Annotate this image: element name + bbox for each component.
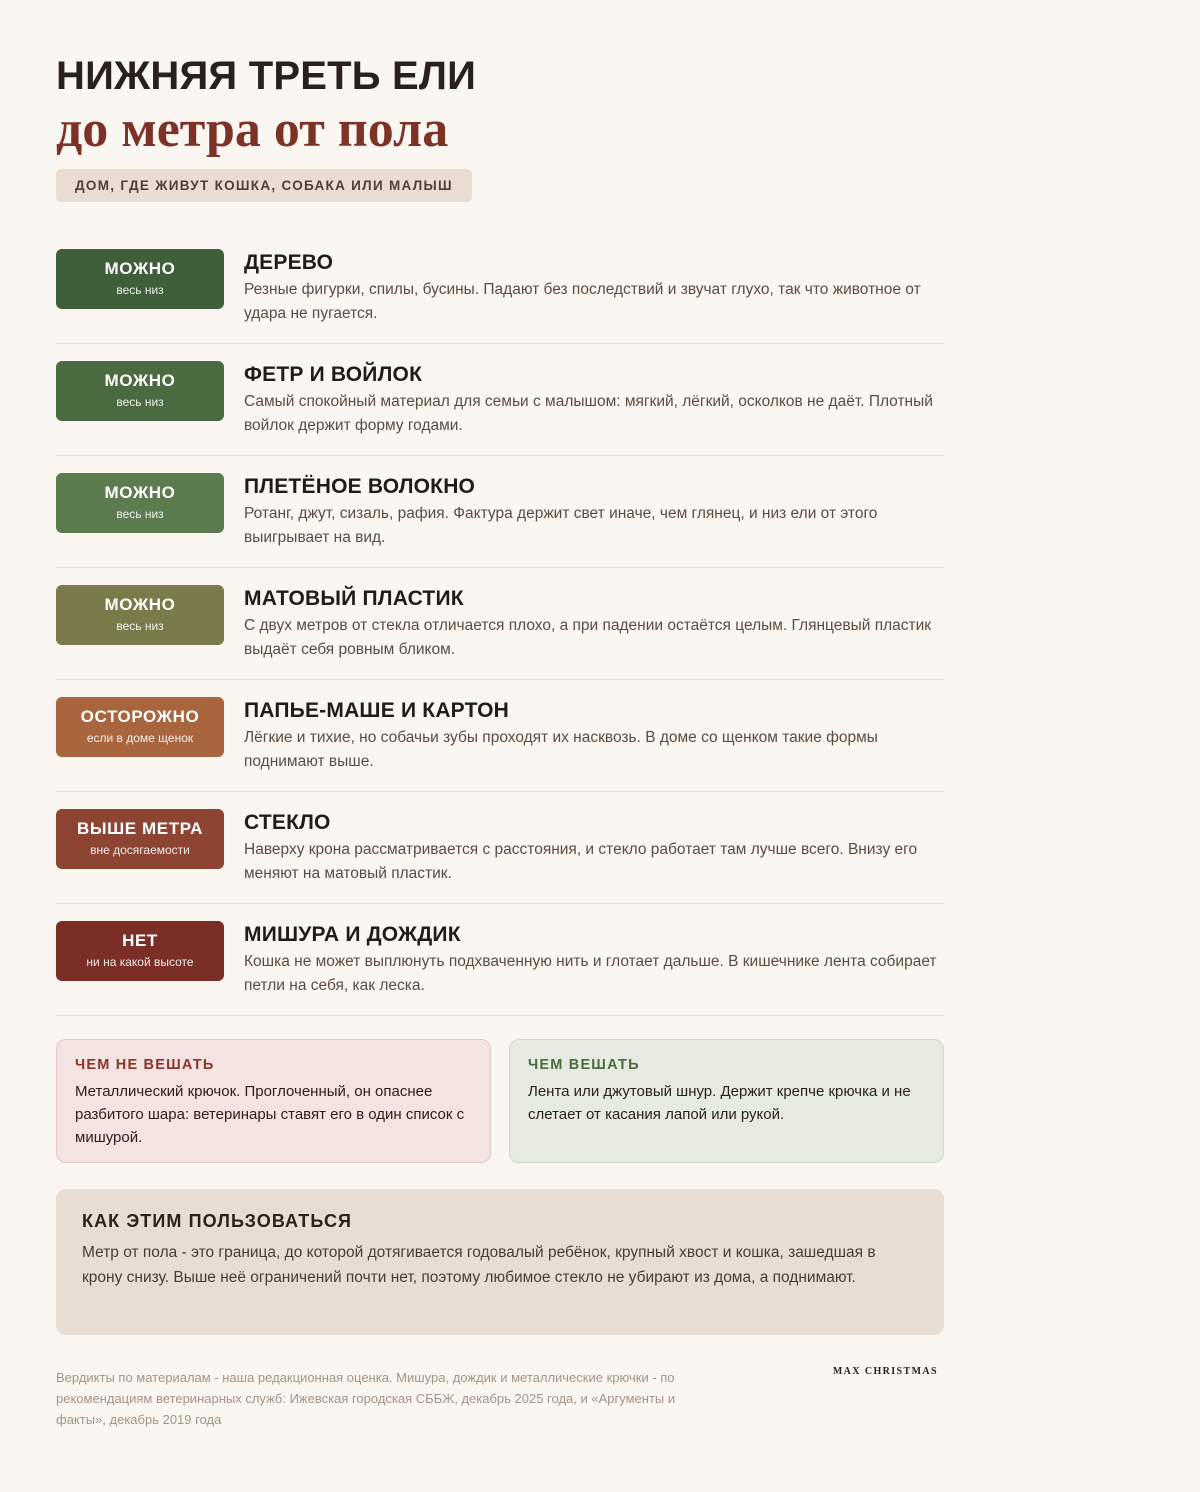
dont-hang-text: Металлический крючок. Проглоченный, он опаснее разбитого шара: ветеринары ставят его в один список с мишурой. bbox=[75, 1083, 465, 1146]
dont-hang-title: ЧЕМ НЕ ВЕШАТЬ bbox=[75, 1057, 215, 1073]
verdict-badge bbox=[56, 809, 224, 869]
verdict-label: ВЫШЕ МЕТРА bbox=[76, 819, 204, 838]
material-row bbox=[56, 568, 944, 680]
howto-text: Метр от пола - это граница, до которой дотягивается годовалый ребёнок, крупный хвост и кошка, зашедшая в крону снизу. Выше неё ограничений почти нет, поэтому любимое стекло не убирают из дома, а поднимают. bbox=[82, 1244, 876, 1286]
material-row bbox=[56, 344, 944, 456]
material-description: Лёгкие и тихие, но собачьи зубы проходят их насквозь. В доме со щенком такие формы поднимают выше. bbox=[244, 729, 878, 770]
material-description: Ротанг, джут, сизаль, рафия. Фактура держит свет иначе, чем глянец, и низ ели от этого выигрывает на вид. bbox=[244, 505, 878, 546]
material-row bbox=[56, 904, 944, 1016]
material-title: ПЛЕТЁНОЕ ВОЛОКНО bbox=[244, 475, 476, 498]
verdict-label: МОЖНО bbox=[104, 595, 176, 614]
verdict-badge bbox=[56, 473, 224, 533]
verdict-badge bbox=[56, 921, 224, 981]
material-title: ПАПЬЕ-МАШЕ И КАРТОН bbox=[244, 699, 510, 722]
material-title: ФЕТР И ВОЙЛОК bbox=[244, 363, 423, 386]
verdict-badge bbox=[56, 249, 224, 309]
do-hang-title: ЧЕМ ВЕШАТЬ bbox=[528, 1057, 640, 1073]
howto-panel bbox=[56, 1189, 944, 1335]
verdict-label: МОЖНО bbox=[104, 259, 176, 278]
verdict-badge bbox=[56, 697, 224, 757]
verdict-note: если в доме щенок bbox=[86, 731, 194, 745]
do-hang-text: Лента или джутовый шнур. Держит крепче крючка и не слетает от касания лапой или рукой. bbox=[528, 1083, 911, 1123]
audience-tag: ДОМ, ГДЕ ЖИВУТ КОШКА, СОБАКА ИЛИ МАЛЫШ bbox=[56, 169, 472, 202]
sources-footnote: Вердикты по материалам - наша редакционная оценка. Мишура, дождик и металлические крючки - по рекомендациям ветеринарных служб: Ижевская городская СББЖ, декабрь 2025 года, и «Аргументы и факты», декабрь 2019 года bbox=[56, 1370, 676, 1427]
dont-hang-box bbox=[56, 1039, 491, 1163]
do-hang-box bbox=[509, 1039, 944, 1163]
material-row bbox=[56, 792, 944, 904]
howto-title: КАК ЭТИМ ПОЛЬЗОВАТЬСЯ bbox=[82, 1211, 353, 1231]
verdict-note: весь низ bbox=[116, 507, 164, 521]
material-title: МИШУРА И ДОЖДИК bbox=[244, 923, 461, 946]
material-row bbox=[56, 680, 944, 792]
brand-logo: MAX CHRISTMAS bbox=[832, 1366, 938, 1377]
material-title: ДЕРЕВО bbox=[244, 251, 334, 274]
verdict-badge bbox=[56, 585, 224, 645]
verdict-note: ни на какой высоте bbox=[86, 955, 194, 969]
verdict-badge bbox=[56, 361, 224, 421]
material-description: Кошка не может выплюнуть подхваченную нить и глотает дальше. В кишечнике лента собирает петли на себя, как леска. bbox=[244, 953, 937, 994]
material-row bbox=[56, 456, 944, 568]
material-row bbox=[56, 232, 944, 344]
verdict-note: весь низ bbox=[116, 283, 164, 297]
verdict-note: вне досягаемости bbox=[90, 843, 190, 857]
material-title: СТЕКЛО bbox=[244, 811, 331, 834]
verdict-note: весь низ bbox=[116, 619, 164, 633]
materials-list bbox=[56, 232, 944, 1016]
material-description: С двух метров от стекла отличается плохо, а при падении остаётся целым. Глянцевый пластик выдаёт себя ровным бликом. bbox=[244, 617, 932, 658]
material-description: Самый спокойный материал для семьи с малышом: мягкий, лёгкий, осколков не даёт. Плотный войлок держит форму годами. bbox=[244, 393, 933, 434]
material-description: Резные фигурки, спилы, бусины. Падают без последствий и звучат глухо, так что животное от удара не пугается. bbox=[244, 281, 921, 322]
material-title: МАТОВЫЙ ПЛАСТИК bbox=[244, 587, 464, 610]
page-title: НИЖНЯЯ ТРЕТЬ ЕЛИ bbox=[56, 54, 477, 98]
verdict-label: НЕТ bbox=[122, 931, 158, 950]
verdict-label: МОЖНО bbox=[104, 483, 176, 502]
verdict-note: весь низ bbox=[116, 395, 164, 409]
material-description: Наверху крона рассматривается с расстояния, и стекло работает там лучше всего. Внизу его меняют на матовый пластик. bbox=[244, 841, 918, 882]
verdict-label: ОСТОРОЖНО bbox=[80, 707, 200, 726]
page-subtitle: до метра от пола bbox=[56, 101, 449, 158]
verdict-label: МОЖНО bbox=[104, 371, 176, 390]
